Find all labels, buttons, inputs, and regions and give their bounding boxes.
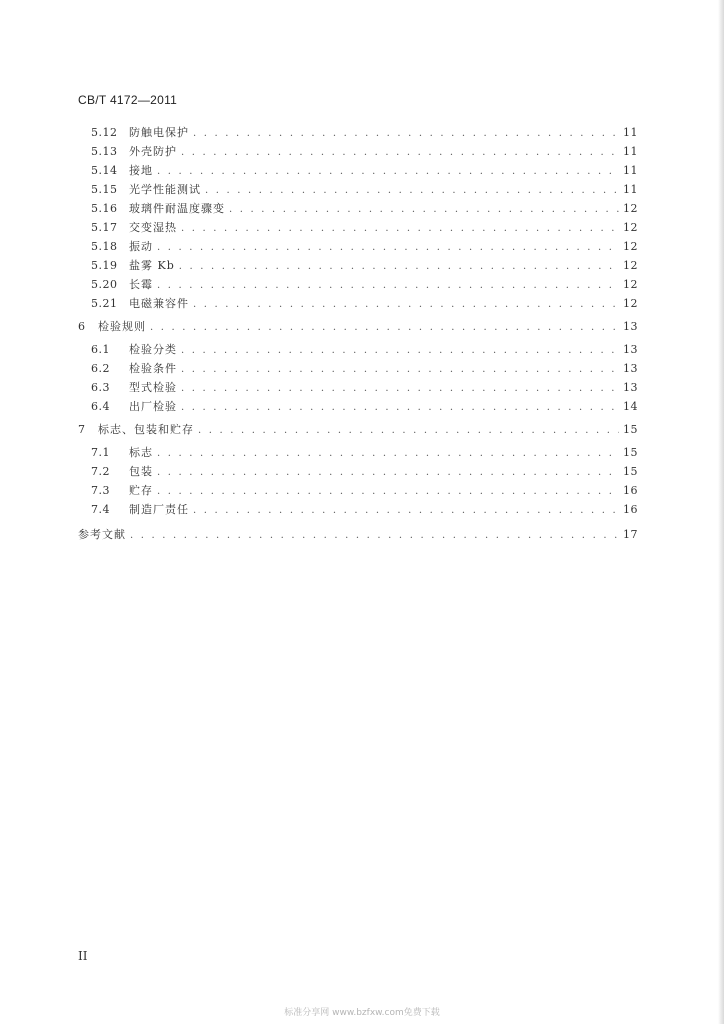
toc-dot-leader [181, 361, 619, 379]
toc-entry[interactable] [91, 276, 638, 294]
toc-entry[interactable] [91, 341, 638, 359]
toc-entry-page: 11 [623, 164, 638, 177]
standard-code-header: CB/T 4172—2011 [78, 93, 178, 107]
toc-entry-number: 5.18 [91, 240, 118, 253]
toc-entry[interactable] [91, 181, 638, 199]
toc-dot-leader [193, 125, 619, 143]
toc-entry-number: 6 [78, 320, 86, 333]
toc-entry-page: 15 [623, 446, 638, 459]
toc-entry-title: 出厂检验 [129, 400, 177, 413]
toc-entry-title: 检验分类 [129, 343, 177, 356]
toc-dot-leader [157, 239, 619, 257]
toc-dot-leader [181, 399, 619, 417]
toc-entry-title: 制造厂责任 [129, 503, 189, 516]
toc-dot-leader [229, 201, 619, 219]
toc-entry[interactable] [78, 526, 638, 544]
toc-dot-leader [157, 464, 619, 482]
toc-entry-page: 12 [623, 278, 638, 291]
toc-dot-leader [157, 163, 619, 181]
toc-entry-page: 12 [623, 259, 638, 272]
toc-entry-title: 检验规则 [98, 320, 146, 333]
toc-entry-page: 13 [623, 343, 638, 356]
toc-entry-number: 5.13 [91, 145, 118, 158]
toc-dot-leader [181, 144, 619, 162]
toc-dot-leader [150, 319, 619, 337]
toc-dot-leader [130, 527, 619, 545]
toc-entry-page: 11 [623, 145, 638, 158]
toc-entry-number: 7.2 [91, 465, 110, 478]
toc-dot-leader [181, 342, 619, 360]
toc-entry-page: 12 [623, 297, 638, 310]
watermark: 标准分享网 www.bzfxw.com免费下载 [284, 1008, 440, 1018]
toc-entry[interactable] [91, 257, 638, 275]
toc-entry-title: 长霉 [129, 278, 153, 291]
toc-entry-number: 5.19 [91, 259, 118, 272]
toc-entry[interactable] [91, 463, 638, 481]
toc-entry-number: 6.4 [91, 400, 110, 413]
toc-entry-page: 13 [623, 320, 638, 333]
toc-entry-number: 7.4 [91, 503, 110, 516]
toc-entry-page: 11 [623, 126, 638, 139]
toc-entry-number: 6.3 [91, 381, 110, 394]
toc-entry[interactable] [91, 295, 638, 313]
toc-dot-leader [179, 258, 619, 276]
toc-entry-page: 16 [623, 484, 638, 497]
toc-entry[interactable] [91, 501, 638, 519]
toc-entry-page: 11 [623, 183, 638, 196]
toc-entry-page: 13 [623, 381, 638, 394]
toc-entry-page: 17 [623, 528, 638, 541]
toc-entry[interactable] [91, 360, 638, 378]
toc-entry-number: 5.17 [91, 221, 118, 234]
toc-dot-leader [157, 277, 619, 295]
toc-entry-number: 5.15 [91, 183, 118, 196]
toc-dot-leader [181, 220, 619, 238]
toc-entry-number: 5.16 [91, 202, 118, 215]
toc-entry[interactable] [78, 318, 638, 336]
toc-entry-number: 5.12 [91, 126, 118, 139]
toc-entry-number: 6.1 [91, 343, 110, 356]
toc-dot-leader [193, 502, 619, 520]
toc-entry-page: 12 [623, 240, 638, 253]
toc-entry-title: 标志 [129, 446, 153, 459]
toc-entry-title: 型式检验 [129, 381, 177, 394]
page-number: II [78, 949, 88, 963]
toc-entry-title: 交变湿热 [129, 221, 177, 234]
toc-entry-number: 7.3 [91, 484, 110, 497]
toc-entry-number: 7.1 [91, 446, 110, 459]
toc-entry-title: 包装 [129, 465, 153, 478]
toc-entry-title: 贮存 [129, 484, 153, 497]
toc-entry[interactable] [91, 444, 638, 462]
toc-entry[interactable] [91, 143, 638, 161]
toc-entry-title: 光学性能测试 [129, 183, 201, 196]
toc-entry-page: 14 [623, 400, 638, 413]
toc-entry-page: 12 [623, 202, 638, 215]
toc-entry-page: 13 [623, 362, 638, 375]
toc-dot-leader [205, 182, 619, 200]
toc-entry[interactable] [91, 238, 638, 256]
toc-entry-title: 参考文献 [78, 528, 126, 541]
toc-entry-title: 玻璃件耐温度骤变 [129, 202, 225, 215]
toc-entry-title: 盐雾 Kb [129, 259, 175, 272]
toc-entry-number: 6.2 [91, 362, 110, 375]
toc-entry-page: 16 [623, 503, 638, 516]
toc-entry-title: 标志、包装和贮存 [98, 423, 194, 436]
toc-entry-title: 检验条件 [129, 362, 177, 375]
toc-entry-title: 防触电保护 [129, 126, 189, 139]
toc-entry-title: 电磁兼容件 [129, 297, 189, 310]
toc-entry[interactable] [91, 200, 638, 218]
toc-entry-number: 7 [78, 423, 86, 436]
toc-dot-leader [157, 483, 619, 501]
toc-entry-number: 5.14 [91, 164, 118, 177]
toc-entry-page: 12 [623, 221, 638, 234]
toc-entry[interactable] [91, 219, 638, 237]
toc-entry[interactable] [91, 482, 638, 500]
toc-entry[interactable] [91, 379, 638, 397]
toc-entry-title: 外壳防护 [129, 145, 177, 158]
toc-entry-number: 5.20 [91, 278, 118, 291]
toc-entry-page: 15 [623, 423, 638, 436]
toc-dot-leader [181, 380, 619, 398]
toc-dot-leader [198, 422, 619, 440]
toc-entry-number: 5.21 [91, 297, 118, 310]
toc-dot-leader [193, 296, 619, 314]
toc-dot-leader [157, 445, 619, 463]
toc-entry[interactable] [91, 162, 638, 180]
toc-entry-title: 接地 [129, 164, 153, 177]
toc-entry[interactable] [91, 124, 638, 142]
toc-entry[interactable] [91, 398, 638, 416]
toc-entry-title: 振动 [129, 240, 153, 253]
page-edge-shadow [718, 0, 724, 1024]
toc-entry-page: 15 [623, 465, 638, 478]
toc-entry[interactable] [78, 421, 638, 439]
